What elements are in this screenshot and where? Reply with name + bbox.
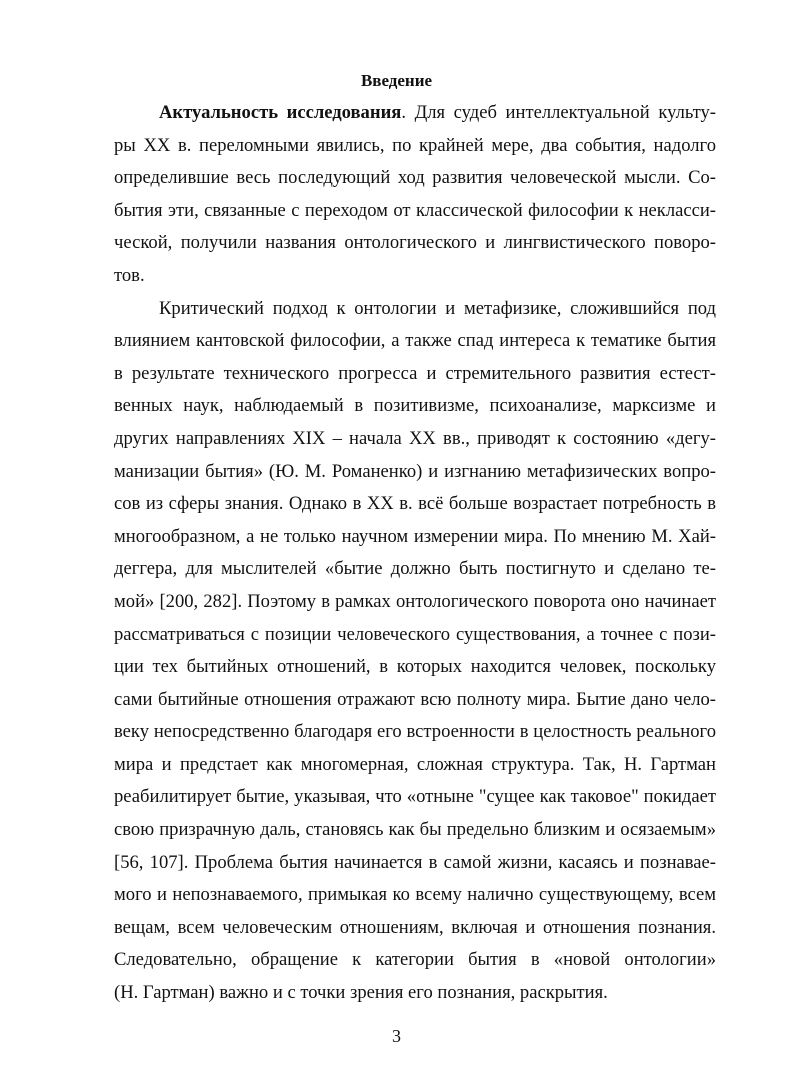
- text-line: (Н. Гартман) важно и с точки зрения его познания, раскрытия.: [114, 982, 608, 1004]
- text-line: мой» [200, 282]. Поэтому в рамках онтологического поворота оно начинает: [114, 590, 716, 612]
- text-line: ры XX в. переломными явились, по крайней мере, два события, надолго: [114, 134, 716, 156]
- text-line: [114, 97, 716, 130]
- text-line: влиянием кантовской философии, а также спад интереса к тематике бытия: [114, 330, 716, 352]
- text-line: реабилитирует бытие, указывая, что «отныне "сущее как таковое" покидает: [114, 786, 716, 808]
- paragraph-critical-approach: [114, 293, 716, 1010]
- text-line: сами бытийные отношения отражают всю полноту мира. Бытие дано чело-: [114, 688, 716, 710]
- text-line: ческой, получили названия онтологического и лингвистического поворо-: [114, 232, 716, 254]
- text-run: . Для судеб интеллектуальной культу-: [401, 102, 716, 123]
- text-line: ции тех бытийных отношений, в которых находится человек, поскольку: [114, 656, 716, 678]
- text-line: сов из сферы знания. Однако в XX в. всё больше возрастает потребность в: [114, 493, 716, 515]
- text-line: бытия эти, связанные с переходом от классической философии к некласси-: [114, 199, 716, 221]
- text-line: тов.: [114, 264, 145, 286]
- text-line: вещам, всем человеческим отношениям, включая и отношения познания.: [114, 916, 716, 938]
- section-title: Введение: [360, 71, 433, 90]
- paragraph-relevance: [114, 97, 716, 293]
- text-line: свою призрачную даль, становясь как бы предельно близким и осязаемым»: [114, 819, 716, 841]
- text-line: манизации бытия» (Ю. М. Романенко) и изгнанию метафизических вопро-: [114, 460, 716, 482]
- page-number: 3: [392, 1026, 401, 1046]
- text-line: других направлениях XIX – начала XX вв., приводят к состоянию «дегу-: [114, 427, 716, 449]
- bold-lead: Актуальность исследования: [159, 102, 402, 123]
- text-line: в результате технического прогресса и стремительного развития естест-: [114, 362, 716, 384]
- text-line: деггера, для мыслителей «бытие должно быть постигнуто и сделано те-: [114, 558, 716, 580]
- text-line: [56, 107]. Проблема бытия начинается в самой жизни, касаясь и познавае-: [114, 851, 716, 873]
- text-line: многообразном, а не только научном измерении мира. По мнению М. Хай-: [114, 525, 716, 547]
- text-line: Критический подход к онтологии и метафизике, сложившийся под: [159, 297, 716, 319]
- text-line: рассматриваться с позиции человеческого существования, а точнее с пози-: [114, 623, 716, 645]
- text-line: венных наук, наблюдаемый в позитивизме, психоанализе, марксизме и: [114, 395, 716, 417]
- body-text: [114, 97, 716, 1010]
- text-line: мира и предстает как многомерная, сложная структура. Так, Н. Гартман: [114, 753, 716, 775]
- text-line: мого и непознаваемого, примыкая ко всему налично существующему, всем: [114, 884, 716, 906]
- text-line: Следовательно, обращение к категории бытия в «новой онтологии»: [114, 949, 716, 971]
- text-line: определившие весь последующий ход развития человеческой мысли. Со-: [114, 167, 716, 189]
- text-line: веку непосредственно благодаря его встроенности в целостность реального: [114, 721, 716, 743]
